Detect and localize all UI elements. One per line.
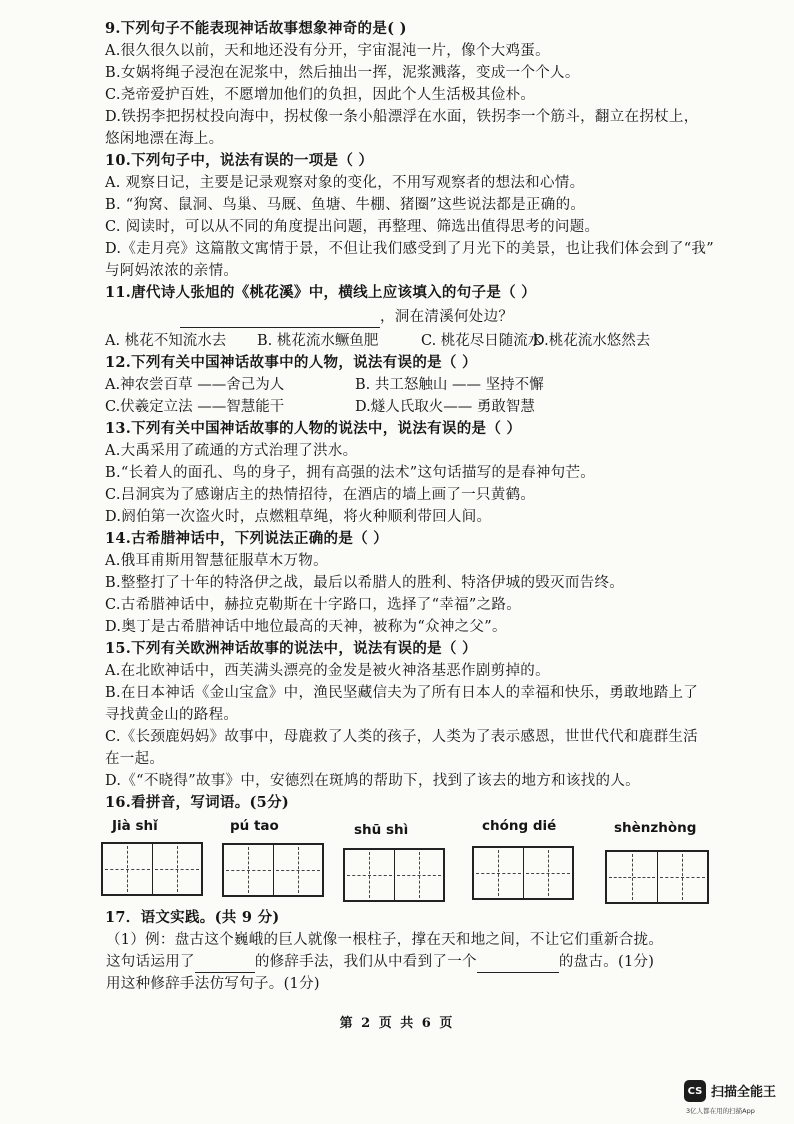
question-9-option-d-cont: 悠闲地漂在海上。	[105, 131, 224, 147]
question-15-option-c-cont: 在一起。	[105, 751, 165, 767]
question-10-option-d: D.《走月亮》这篇散文寓情于景，不但让我们感受到了月光下的美景，也让我们体会到了“我”	[105, 241, 714, 257]
question-11-option-c: C. 桃花尽日随流水	[421, 333, 543, 349]
writing-cell[interactable]	[394, 850, 444, 900]
writing-cell[interactable]	[345, 850, 394, 900]
poem-line-text: ，洞在清溪何处边？	[380, 309, 514, 325]
question-17-fill-line	[106, 951, 696, 973]
camscanner-logo-icon: CS	[684, 1080, 706, 1102]
question-15-option-b: B.在日本神话《金山宝盒》中，渔民坚藏信夫为了所有日本人的幸福和快乐，勇敢地踏上了	[105, 685, 699, 701]
writing-grid-4[interactable]	[472, 846, 574, 900]
question-10-option-b: B. “狗窝、鼠洞、鸟巢、马厩、鱼塘、牛棚、猪圈”这些说法都是正确的。	[105, 197, 586, 213]
question-14-stem: 14.古希腊神话中，下列说法正确的是（ ）	[105, 530, 389, 547]
writing-grid-5[interactable]	[605, 850, 709, 904]
question-11-stem: 11.唐代诗人张旭的《桃花溪》中，横线上应该填入的句子是（ ）	[105, 284, 537, 301]
question-14-option-d: D.奥丁是古希腊神话中地位最高的天神，被称为“众神之父”。	[105, 619, 507, 635]
question-13-option-a: A.大禹采用了疏通的方式治理了洪水。	[105, 443, 358, 459]
question-12-option-d: D.燧人氏取火—— 勇敢智慧	[355, 399, 535, 415]
pinyin-2: pú tao	[230, 818, 279, 834]
question-12-option-b: B. 共工怒触山 —— 坚持不懈	[355, 377, 544, 393]
writing-cell[interactable]	[657, 852, 708, 902]
question-9-option-a: A.很久很久以前，天和地还没有分开，宇宙混沌一片，像个大鸡蛋。	[105, 43, 550, 59]
writing-grid-3[interactable]	[343, 848, 445, 902]
question-9-option-d: D.铁拐李把拐杖投向海中，拐杖像一条小船漂浮在水面，铁拐李一个筋斗，翻立在拐杖上，	[105, 109, 699, 125]
writing-grid-1[interactable]	[101, 842, 203, 896]
question-13-stem: 13.下列有关中国神话故事的人物的说法中，说法有误的是（ ）	[105, 420, 522, 437]
question-11-poem-line	[180, 306, 600, 328]
question-10-option-d-cont: 与阿妈浓浓的亲情。	[105, 263, 239, 279]
page-number: 第 2 页 共 6 页	[339, 1016, 455, 1031]
writing-cell[interactable]	[152, 844, 202, 894]
question-11-option-d: D.桃花流水悠然去	[533, 333, 651, 349]
fill-text-c: 的盘古。(1分)	[558, 954, 655, 970]
writing-cell[interactable]	[224, 845, 273, 895]
question-16-stem: 16.看拼音，写词语。(5分)	[105, 794, 290, 811]
scanner-watermark	[684, 1080, 790, 1116]
fill-text-b: 的修辞手法，我们从中看到了一个	[254, 954, 477, 970]
question-14-option-c: C.古希腊神话中，赫拉克勒斯在十字路口，选择了“幸福”之路。	[105, 597, 522, 613]
question-11-option-a: A. 桃花不知流水去	[105, 333, 227, 349]
question-15-option-c: C.《长颈鹿妈妈》故事中，母鹿救了人类的孩子，人类为了表示感恩，世世代代和鹿群生活	[105, 729, 698, 745]
question-10-stem: 10.下列句子中，说法有误的一项是（ ）	[105, 152, 374, 169]
question-9-option-c: C.尧帝爱护百姓，不愿增加他们的负担，因此个人生活极其俭朴。	[105, 87, 536, 103]
pinyin-4: chóng dié	[482, 818, 557, 834]
question-15-option-b-cont: 寻找黄金山的路程。	[105, 707, 239, 723]
question-17-example: （1）例：盘古这个巍峨的巨人就像一根柱子，撑在天和地之间，不让它们重新合拢。	[106, 932, 664, 948]
question-9-stem: 9.下列句子不能表现神话故事想象神奇的是( )	[105, 20, 407, 37]
question-15-stem: 15.下列有关欧洲神话故事的说法中，说法有误的是（ ）	[105, 640, 477, 657]
writing-cell[interactable]	[273, 845, 323, 895]
fill-text-a: 这句话运用了	[106, 954, 195, 970]
watermark-slogan: 3亿人都在用的扫描App	[686, 1107, 755, 1115]
writing-cell[interactable]	[523, 848, 573, 898]
question-14-option-a: A.俄耳甫斯用智慧征服草木万物。	[105, 553, 328, 569]
writing-cell[interactable]	[474, 848, 523, 898]
question-12-option-c: C.伏羲定立法 ——智慧能干	[105, 399, 285, 415]
question-13-option-c: C.吕洞宾为了感谢店主的热情招待，在酒店的墙上画了一只黄鹤。	[105, 487, 536, 503]
question-13-option-b: B.“长着人的面孔、鸟的身子，拥有高强的法术”这句话描写的是春神句芒。	[105, 465, 596, 481]
question-10-option-a: A. 观察日记，主要是记录观察对象的变化，不用写观察者的想法和心情。	[105, 175, 585, 191]
question-15-option-a: A.在北欧神话中，西芙满头漂亮的金发是被火神洛基恶作剧剪掉的。	[105, 663, 550, 679]
question-17-stem: 17．语文实践。(共 9 分)	[105, 909, 280, 926]
writing-cell[interactable]	[607, 852, 657, 902]
question-15-option-d: D.《“不晓得”故事》中，安德烈在斑鸠的帮助下，找到了该去的地方和该找的人。	[105, 773, 640, 789]
poem-blank[interactable]	[180, 327, 380, 328]
writing-grid-2[interactable]	[222, 843, 324, 897]
question-17-imitate: 用这种修辞手法仿写句子。(1分)	[106, 976, 320, 992]
pinyin-5: shènzhòng	[614, 820, 697, 836]
question-9-option-b: B.女娲将绳子浸泡在泥浆中，然后抽出一挥，泥浆溅落，变成一个个人。	[105, 65, 580, 81]
pinyin-3: shū shì	[354, 822, 409, 838]
question-12-option-a: A.神农尝百草 ——舍己为人	[105, 377, 285, 393]
question-13-option-d: D.阏伯第一次盗火时，点燃粗草绳，将火种顺利带回人间。	[105, 509, 492, 525]
writing-cell[interactable]	[103, 844, 152, 894]
question-12-stem: 12.下列有关中国神话故事中的人物，说法有误的是（ ）	[105, 354, 477, 371]
question-14-option-b: B.整整打了十年的特洛伊之战，最后以希腊人的胜利、特洛伊城的毁灭而告终。	[105, 575, 625, 591]
pinyin-1: Jià shǐ	[112, 818, 158, 834]
question-10-option-c: C. 阅读时，可以从不同的角度提出问题，再整理、筛选出值得思考的问题。	[105, 219, 600, 235]
watermark-name: 扫描全能王	[711, 1085, 777, 1100]
question-11-option-b: B. 桃花流水鳜鱼肥	[257, 333, 379, 349]
